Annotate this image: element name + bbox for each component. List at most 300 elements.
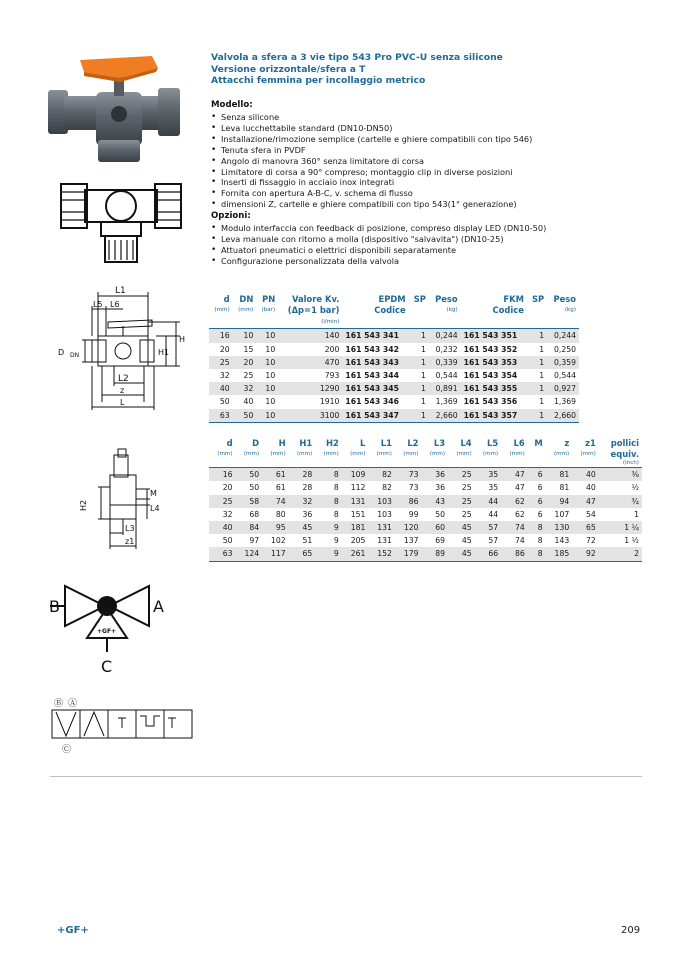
table-cell: 120 [395, 521, 422, 534]
table-header-row [209, 436, 642, 449]
table-cell: 81 [559, 483, 570, 493]
list-item: • Leva manuale con ritorno a molla (dispositivo "salvavita") (DN10-25) [211, 234, 546, 245]
column-header: FKM [503, 293, 524, 304]
column-unit [528, 449, 546, 459]
table-cell: 0,339 [429, 356, 461, 369]
table-cell: 50 [219, 397, 230, 407]
product-title [211, 52, 503, 87]
dim-label: L6 [110, 300, 120, 309]
opzioni-heading: Opzioni: [211, 211, 251, 222]
table-cell: 124 [236, 547, 263, 561]
column-unit: (mm) [214, 307, 230, 314]
table-cell: 161 543 353 [461, 356, 527, 369]
table-row [209, 495, 642, 508]
table-cell: 161 543 343 [342, 356, 408, 369]
table-cell: 1 [527, 329, 547, 343]
list-item: • dimensioni Z, cartelle e ghiere compatibili con tipo 543(1° generazione) [211, 199, 546, 210]
table-row [209, 409, 579, 423]
table-header-row [209, 459, 642, 468]
dim-label: DN [70, 352, 80, 359]
title-line: Versione orizzontale/sfera a T [211, 63, 366, 75]
table-cell: 25 [209, 356, 233, 369]
list-item: • Installazione/rimozione semplice (cartelle e ghiere compatibili con tipo 546) [211, 134, 546, 145]
table-header-row [209, 449, 642, 459]
table-cell: 1 [527, 409, 547, 423]
table-cell: 0,250 [553, 344, 576, 354]
column-header: Valore Kv. [291, 293, 340, 304]
list-item: • Tenuta sfera in PVDF [211, 145, 546, 156]
table-cell: 107 [554, 509, 570, 519]
table-cell: 140 [278, 329, 342, 343]
table-cell: 161 543 351 [461, 329, 527, 343]
table-cell: 57 [488, 536, 499, 546]
valve-section-drawing [55, 172, 187, 267]
table-cell: 8 [537, 536, 543, 546]
column-unit: (mm) [553, 451, 570, 458]
table-cell: 32 [289, 495, 316, 508]
table-cell: 10 [256, 329, 278, 343]
column-unit: (mm) [376, 451, 392, 458]
dim-label: L1 [115, 286, 126, 296]
column-unit: (l/min) [278, 315, 342, 329]
table-cell: 1 [527, 356, 547, 369]
table-cell: 1 [527, 382, 547, 395]
table-cell: ⅜ [599, 468, 642, 482]
table-cell: 10 [265, 397, 276, 407]
title-line: Attacchi femmina per incollaggio metrico [211, 75, 426, 86]
table-cell: 35 [488, 483, 499, 493]
table-cell: 6 [528, 468, 546, 482]
title-line: Valvola a sfera a 3 vie tipo 543 Pro PVC-U senza silicone [211, 52, 503, 63]
dim-label: z [120, 386, 125, 395]
table-cell: 45 [289, 521, 316, 534]
table-cell: 1 [409, 382, 429, 395]
table-cell: 60 [422, 521, 449, 534]
column-header: DN [239, 293, 254, 304]
table-header-row [209, 315, 579, 329]
table-cell: ¾ [599, 495, 642, 508]
table-cell: 40 [209, 521, 236, 534]
column-unit: (mm) [243, 451, 260, 458]
codes-table [209, 292, 579, 423]
column-unit: (mm) [270, 451, 286, 458]
table-cell: 161 543 352 [463, 344, 518, 354]
table-cell: 161 543 345 [342, 382, 408, 395]
table-cell: 205 [350, 536, 366, 546]
table-cell: 8 [333, 483, 339, 493]
table-cell: 8 [528, 521, 546, 534]
table-cell: 161 543 346 [345, 397, 399, 407]
table-cell: 50 [222, 536, 233, 546]
dim-label: L [120, 398, 125, 407]
table-cell: 131 [377, 536, 392, 546]
dim-label: L5 [93, 300, 103, 309]
table-cell: 25 [461, 483, 472, 493]
table-cell: 80 [275, 509, 286, 519]
table-cell: 82 [368, 468, 395, 482]
table-cell: 1,369 [435, 397, 458, 407]
table-cell: 74 [262, 495, 289, 508]
table-cell: 10 [265, 371, 276, 381]
table-cell: 130 [546, 521, 573, 534]
table-row [209, 508, 642, 521]
table-cell: 62 [514, 509, 525, 519]
port-label: B [49, 597, 60, 616]
column-header: z [564, 437, 570, 448]
column-unit: (mm) [323, 451, 339, 458]
table-cell: 16 [209, 329, 233, 343]
table-cell: 99 [408, 509, 419, 519]
column-unit: (mm) [217, 451, 233, 458]
table-cell: 68 [249, 509, 260, 519]
column-header: L5 [487, 437, 499, 448]
table-cell: 1 [634, 509, 639, 519]
table-cell: 50 [233, 409, 257, 423]
column-header: Peso [553, 293, 576, 304]
dimensions-table [209, 436, 642, 562]
modello-section [211, 100, 546, 267]
table-cell: 0,244 [429, 329, 461, 343]
table-cell: 8 [315, 495, 342, 508]
table-cell: 1 ¼ [599, 521, 642, 534]
flow-diagram [45, 578, 175, 678]
table-header-row [209, 305, 579, 315]
table-cell: 9 [315, 521, 342, 534]
table-cell: 2 [599, 547, 642, 561]
modello-list [211, 112, 546, 210]
table-cell: 74 [514, 536, 525, 546]
dimension-drawing-1 [52, 282, 192, 414]
table-cell: 10 [233, 329, 257, 343]
table-cell: 1 [420, 344, 426, 354]
table-cell: 50 [249, 483, 260, 493]
table-cell: 131 [342, 495, 369, 508]
table-cell: 1910 [319, 397, 340, 407]
table-cell: 1 [409, 329, 429, 343]
column-header: L [360, 437, 366, 448]
table-cell: 36 [422, 468, 449, 482]
table-cell: 10 [265, 344, 276, 354]
table-cell: 1290 [278, 382, 342, 395]
table-cell: 81 [546, 468, 573, 482]
table-row [209, 395, 579, 408]
table-cell: 54 [586, 509, 596, 519]
table-row [209, 369, 579, 382]
table-cell: 32 [233, 382, 257, 395]
table-cell: 61 [275, 483, 286, 493]
column-header: L1 [380, 437, 392, 448]
column-header: z1 [585, 437, 596, 448]
table-cell: 25 [209, 495, 236, 508]
table-cell: 72 [586, 536, 596, 546]
table-cell: 6 [537, 483, 543, 493]
list-item: • Modulo interfaccia con feedback di posizione, compreso display LED (DN10-50) [211, 223, 546, 234]
table-cell: 3100 [278, 409, 342, 423]
table-cell: 63 [209, 409, 233, 423]
column-header: Codice [492, 305, 524, 316]
table-cell: 261 [342, 547, 369, 561]
column-header: L6 [513, 437, 525, 448]
list-item: • Leva lucchettabile standard (DN10-DN50) [211, 123, 546, 134]
table-cell: 40 [243, 397, 254, 407]
table-cell: 40 [209, 382, 233, 395]
table-cell: 161 543 341 [342, 329, 408, 343]
table-cell: 161 543 357 [461, 409, 527, 423]
column-unit: (mm) [238, 307, 254, 314]
table-row [209, 343, 579, 356]
table-cell: 40 [572, 468, 599, 482]
table-cell: 50 [435, 509, 446, 519]
column-header: d [223, 293, 230, 304]
table-row [209, 382, 579, 395]
table-cell: 8 [315, 468, 342, 482]
column-unit: (kg) [564, 307, 576, 314]
table-cell: 143 [554, 536, 570, 546]
table-cell: 15 [243, 344, 254, 354]
table-cell: 28 [289, 468, 316, 482]
column-header: D [252, 437, 260, 448]
column-unit: (bar) [261, 307, 276, 314]
table-cell: 45 [448, 547, 475, 561]
table-cell: 10 [256, 409, 278, 423]
table-row [209, 329, 579, 343]
dimension-drawing-2 [70, 445, 170, 555]
table-cell: 25 [243, 371, 254, 381]
dim-label: D [58, 348, 65, 357]
table-cell: 74 [501, 521, 528, 534]
table-cell: 131 [368, 521, 395, 534]
dim-label: H [179, 335, 186, 344]
column-header: Peso [435, 293, 458, 304]
table-cell: 9 [333, 536, 339, 546]
table-cell: 10 [256, 382, 278, 395]
list-item: • Fornita con apertura A-B-C, v. schema di flusso [211, 188, 546, 199]
table-row [209, 356, 579, 369]
table-cell: 1 [539, 371, 545, 381]
table-cell: 117 [262, 547, 289, 561]
table-cell: 36 [435, 483, 446, 493]
table-cell: 92 [572, 547, 599, 561]
table-cell: 793 [324, 371, 340, 381]
column-unit: (mm) [403, 451, 419, 458]
table-cell: ½ [631, 483, 639, 493]
table-cell: 35 [475, 468, 502, 482]
footer-divider [50, 776, 642, 777]
gf-mark: +GF+ [97, 628, 117, 635]
table-cell: 1 [409, 356, 429, 369]
table-cell: 62 [501, 495, 528, 508]
column-header: M [534, 437, 543, 448]
ball-position-schematic [48, 696, 196, 754]
table-cell: 45 [448, 521, 475, 534]
column-unit: (mm) [456, 451, 472, 458]
table-cell: 86 [501, 547, 528, 561]
column-header: H [278, 437, 286, 448]
table-cell: 185 [546, 547, 573, 561]
column-header: (Δp=1 bar) [287, 305, 340, 316]
table-header-row [209, 292, 579, 305]
table-row [209, 521, 642, 534]
table-cell: 44 [488, 509, 499, 519]
list-item: • Configurazione personalizzata della valvola [211, 256, 546, 267]
table-cell: 161 543 356 [463, 397, 518, 407]
position-label: Ⓒ [62, 745, 72, 754]
table-cell: 179 [395, 547, 422, 561]
column-header: EPDM [378, 293, 406, 304]
list-item: • Senza silicone [211, 112, 546, 123]
table-cell: 58 [236, 495, 263, 508]
table-cell: 161 543 347 [342, 409, 408, 423]
opzioni-list [211, 223, 546, 267]
table-cell: 2,660 [547, 409, 579, 423]
table-cell: 0,359 [547, 356, 579, 369]
table-cell: 20 [219, 344, 230, 354]
table-cell: 51 [302, 536, 313, 546]
list-item: • Attuatori pneumatici o elettrici disponibili separatamente [211, 245, 546, 256]
table-cell: 28 [302, 483, 313, 493]
gf-logo: +GF+ [57, 925, 89, 936]
column-header: SP [413, 293, 426, 304]
table-cell: 69 [435, 536, 446, 546]
modello-heading: Modello: [211, 100, 253, 110]
table-cell: 1,369 [553, 397, 576, 407]
list-item: • Angolo di manovra 360° senza limitatore di corsa [211, 156, 546, 167]
table-cell: 95 [262, 521, 289, 534]
table-cell: 25 [448, 495, 475, 508]
table-row [209, 481, 642, 494]
table-row [209, 468, 642, 482]
list-item: • Inserti di fissaggio in acciaio inox integrati [211, 177, 546, 188]
table-cell: 161 543 344 [345, 371, 399, 381]
valve-product-image [40, 48, 190, 166]
list-item: • Limitatore di corsa a 90° compreso; montaggio clip in diverse posizioni [211, 167, 546, 178]
dim-label: L2 [118, 374, 129, 384]
table-cell: 1 [409, 409, 429, 423]
column-unit: (mm) [580, 451, 596, 458]
table-cell: 1 [539, 397, 545, 407]
port-label: A [153, 597, 164, 616]
table-cell: 47 [514, 483, 525, 493]
column-unit: (mm) [296, 451, 313, 458]
column-unit: (mm) [429, 451, 446, 458]
table-cell: 0,244 [547, 329, 579, 343]
table-cell: 44 [475, 495, 502, 508]
table-cell: 200 [324, 344, 340, 354]
table-cell: 65 [572, 521, 599, 534]
table-cell: 50 [236, 468, 263, 482]
table-cell: 82 [382, 483, 392, 493]
table-cell: 32 [219, 371, 230, 381]
column-header: H1 [299, 437, 313, 448]
column-header: pollici [610, 437, 639, 448]
table-cell: 161 543 355 [461, 382, 527, 395]
table-cell: 470 [278, 356, 342, 369]
table-cell: 32 [222, 509, 233, 519]
table-cell: 94 [546, 495, 573, 508]
column-header: d [226, 437, 233, 448]
column-unit: (kg) [446, 307, 458, 314]
table-cell: 0,232 [435, 344, 458, 354]
table-row [209, 534, 642, 547]
port-label: C [101, 657, 113, 676]
table-cell: 97 [249, 536, 260, 546]
table-cell: 73 [395, 468, 422, 482]
table-cell: 151 [350, 509, 366, 519]
dim-label: H1 [158, 348, 170, 357]
table-cell: 1 ½ [624, 536, 639, 546]
table-cell: 2,660 [429, 409, 461, 423]
table-cell: 45 [461, 536, 472, 546]
table-cell: 47 [572, 495, 599, 508]
table-cell: 0,891 [429, 382, 461, 395]
table-cell: 112 [350, 483, 366, 493]
column-header: L4 [460, 437, 472, 448]
table-row [209, 547, 642, 561]
column-unit: (mm) [482, 451, 499, 458]
table-cell: 63 [209, 547, 236, 561]
table-cell: 6 [537, 509, 543, 519]
table-cell: 6 [528, 495, 546, 508]
column-header: L2 [407, 437, 419, 448]
table-cell: 57 [475, 521, 502, 534]
table-cell: 0,927 [547, 382, 579, 395]
position-label: Ⓑ [54, 699, 64, 709]
table-cell: 1 [539, 344, 545, 354]
column-unit: (inch) [599, 459, 642, 468]
column-header: equiv. [610, 449, 639, 460]
table-cell: 8 [333, 509, 339, 519]
dim-label: L4 [150, 504, 160, 513]
dim-label: z1 [125, 537, 135, 546]
table-cell: 161 543 354 [463, 371, 518, 381]
column-header: Codice [374, 305, 406, 316]
table-cell: 40 [586, 483, 596, 493]
table-cell: 109 [342, 468, 369, 482]
table-cell: 20 [222, 483, 233, 493]
table-cell: 25 [461, 509, 472, 519]
column-unit: (mm) [509, 451, 525, 458]
table-cell: 89 [422, 547, 449, 561]
table-cell: 0,544 [435, 371, 458, 381]
table-cell: 16 [209, 468, 236, 482]
table-cell: 43 [422, 495, 449, 508]
table-cell: 73 [408, 483, 419, 493]
table-cell: 1 [420, 371, 426, 381]
table-cell: 66 [475, 547, 502, 561]
table-cell: 1 [420, 397, 426, 407]
dim-label: H2 [79, 499, 88, 511]
position-label: Ⓐ [68, 699, 78, 709]
table-cell: 25 [448, 468, 475, 482]
column-unit: (mm) [350, 451, 366, 458]
table-cell: 47 [501, 468, 528, 482]
table-cell: 102 [271, 536, 286, 546]
table-cell: 0,544 [553, 371, 576, 381]
dim-label: M [150, 489, 157, 498]
table-cell: 152 [368, 547, 395, 561]
table-cell: 137 [403, 536, 419, 546]
table-cell: 161 543 342 [345, 344, 399, 354]
table-cell: 86 [395, 495, 422, 508]
table-cell: 20 [233, 356, 257, 369]
page-number: 209 [621, 925, 641, 936]
table-cell: 103 [377, 509, 392, 519]
table-cell: 10 [256, 356, 278, 369]
dim-label: L3 [125, 524, 135, 533]
table-cell: 9 [315, 547, 342, 561]
column-header: H2 [325, 437, 339, 448]
table-cell: 103 [368, 495, 395, 508]
